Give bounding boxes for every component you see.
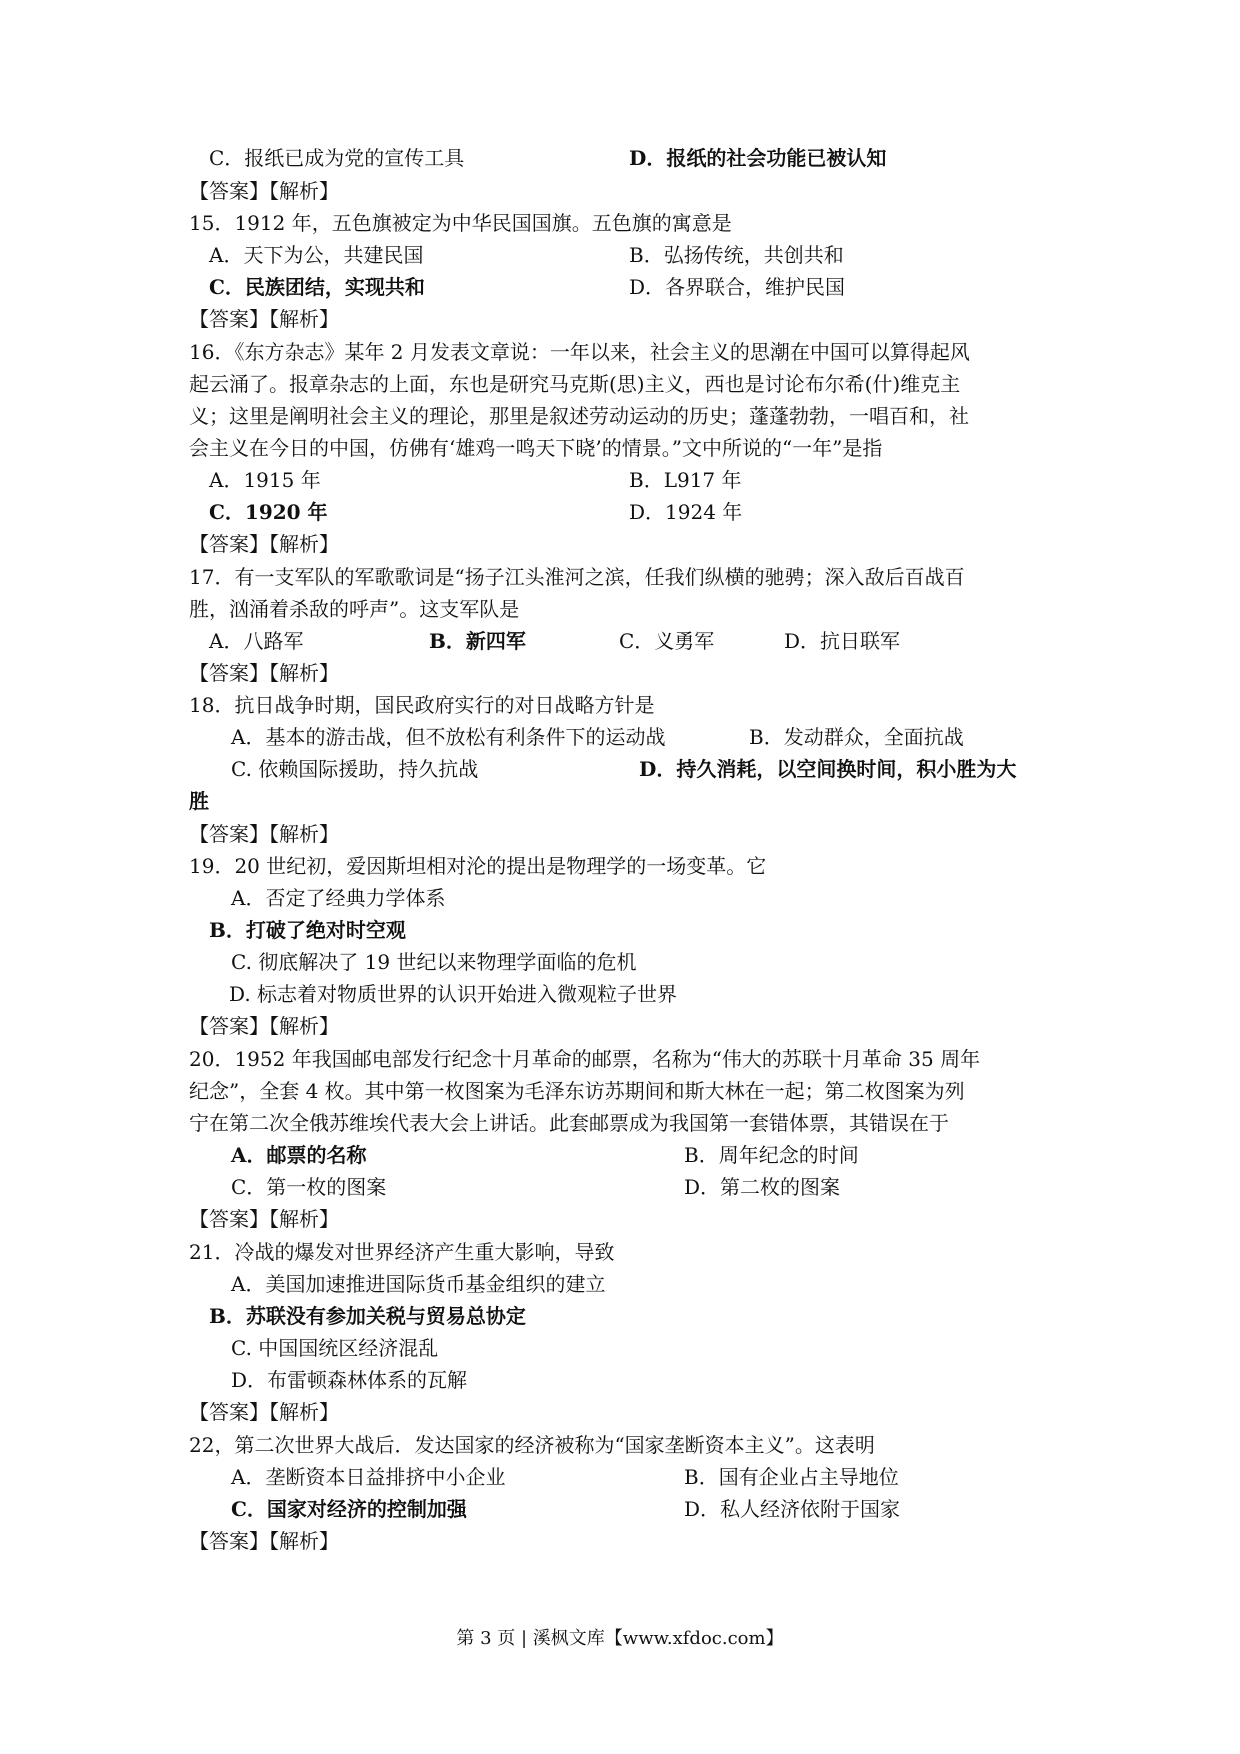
q22-option-d: D．私人经济依附于国家 xyxy=(684,1497,901,1521)
q16-option-c: C．1920 年 xyxy=(209,500,328,524)
q18-option-d-continued: 胜 xyxy=(189,789,209,813)
q20-options-ab xyxy=(189,1141,1059,1169)
q17-option-b: B．新四军 xyxy=(429,629,526,653)
q17-option-a: A．八路军 xyxy=(209,629,304,653)
q22-stem: 22，第二次世界大战后．发达国家的经济被称为“国家垄断资本主义”。这表明 xyxy=(189,1433,875,1457)
q19-option-b: B．打破了绝对时空观 xyxy=(209,918,406,942)
q18-stem: 18．抗日战争时期，国民政府实行的对日战略方针是 xyxy=(189,693,655,717)
q19-stem: 19．20 世纪初，爱因斯坦相对沦的提出是物理学的一场变革。它 xyxy=(189,854,767,878)
q16-option-d: D．1924 年 xyxy=(629,500,743,524)
q16-stem-line: 义；这里是阐明社会主义的理论，那里是叙述劳动运动的历史；蓬蓬勃勃，一唱百和，社 xyxy=(189,404,969,428)
q16-options-ab xyxy=(189,466,1059,494)
q22-option-c: C．国家对经济的控制加强 xyxy=(231,1497,467,1521)
q19-option-a: A．否定了经典力学体系 xyxy=(231,886,446,910)
q22-options-cd xyxy=(189,1495,1059,1523)
q15-option-b: B．弘扬传统，共创共和 xyxy=(629,243,844,267)
q20-option-b: B．周年纪念的时间 xyxy=(684,1143,859,1167)
q20-option-d: D．第二枚的图案 xyxy=(684,1175,841,1199)
q14-answer: 【答案】【解析】 xyxy=(189,179,339,203)
q15-answer: 【答案】【解析】 xyxy=(189,307,339,331)
q18-options-ab xyxy=(189,723,1059,751)
q16-stem-line: 会主义在今日的中国，仿佛有‘雄鸡一鸣天下晓’的情景。”文中所说的“一年”是指 xyxy=(189,436,883,460)
q18-option-d: D．持久消耗，以空间换时间，积小胜为大 xyxy=(639,757,1017,781)
q15-option-d: D．各界联合，维护民国 xyxy=(629,275,846,299)
q16-option-a: A．1915 年 xyxy=(209,468,321,492)
q17-stem-line: 17．有一支军队的军歌歌词是“扬子江头淮河之滨，任我们纵横的驰骋；深入敌后百战百 xyxy=(189,565,965,589)
q20-stem-line: 20．1952 年我国邮电部发行纪念十月革命的邮票，名称为“伟大的苏联十月革命 35 周年 xyxy=(189,1047,981,1071)
q22-option-a: A．垄断资本日益排挤中小企业 xyxy=(231,1465,506,1489)
q19-answer: 【答案】【解析】 xyxy=(189,1014,339,1038)
q16-options-cd xyxy=(189,498,1059,526)
q22-answer: 【答案】【解析】 xyxy=(189,1529,339,1553)
q21-stem: 21．冷战的爆发对世界经济产生重大影响，导致 xyxy=(189,1240,615,1264)
q20-options-cd xyxy=(189,1173,1059,1201)
q14-options-cd xyxy=(189,144,1059,172)
q19-option-c: C. 彻底解决了 19 世纪以来物理学面临的危机 xyxy=(231,950,637,974)
q15-option-c: C．民族团结，实现共和 xyxy=(209,275,425,299)
q16-stem-line: 起云涌了。报章杂志的上面，东也是研究马克斯(思)主义，西也是讨论布尔希(什)维克主 xyxy=(189,372,961,396)
q21-option-c: C. 中国国统区经济混乱 xyxy=(231,1336,439,1360)
q14-option-d: D．报纸的社会功能已被认知 xyxy=(629,146,887,170)
q19-option-d: D. 标志着对物质世界的认识开始进入微观粒子世界 xyxy=(229,982,678,1006)
page-footer: 第 3 页 | 溪枫文库【www.xfdoc.com】 xyxy=(456,1628,784,1649)
q15-option-a: A．天下为公，共建民国 xyxy=(209,243,424,267)
q21-answer: 【答案】【解析】 xyxy=(189,1400,339,1424)
q22-options-ab xyxy=(189,1463,1059,1491)
q18-answer: 【答案】【解析】 xyxy=(189,822,339,846)
q20-option-a: A．邮票的名称 xyxy=(231,1143,367,1167)
q15-options-ab xyxy=(189,241,1059,269)
q18-options-cd xyxy=(189,755,1059,783)
q22-option-b: B．国有企业占主导地位 xyxy=(684,1465,899,1489)
q16-option-b: B．L917 年 xyxy=(629,468,742,492)
q20-stem-line: 宁在第二次全俄苏维埃代表大会上讲话。此套邮票成为我国第一套错体票，其错误在于 xyxy=(189,1111,949,1135)
q20-stem-line: 纪念”，全套 4 枚。其中第一枚图案为毛泽东访苏期间和斯大林在一起；第二枚图案为列 xyxy=(189,1079,965,1103)
q20-option-c: C．第一枚的图案 xyxy=(231,1175,387,1199)
q21-option-d: D．布雷顿森林体系的瓦解 xyxy=(231,1368,468,1392)
q17-option-d: D．抗日联军 xyxy=(784,629,901,653)
q20-answer: 【答案】【解析】 xyxy=(189,1207,339,1231)
q17-option-c: C．义勇军 xyxy=(619,629,715,653)
q17-options xyxy=(189,627,1059,655)
q16-stem-line: 16．《东方杂志》某年 2 月发表文章说：一年以来，社会主义的思潮在中国可以算得起风 xyxy=(189,340,970,364)
q18-option-a: A．基本的游击战，但不放松有利条件下的运动战 xyxy=(231,725,666,749)
q21-option-b: B．苏联没有参加关税与贸易总协定 xyxy=(209,1304,526,1328)
q18-option-b: B．发动群众，全面抗战 xyxy=(749,725,964,749)
q16-answer: 【答案】【解析】 xyxy=(189,532,339,556)
q14-option-c: C．报纸已成为党的宣传工具 xyxy=(209,146,465,170)
q18-option-c: C. 依赖国际援助，持久抗战 xyxy=(231,757,479,781)
q15-options-cd xyxy=(189,273,1059,301)
q17-stem-line: 胜，汹涌着杀敌的呼声”。这支军队是 xyxy=(189,597,520,621)
q15-stem: 15．1912 年，五色旗被定为中华民国国旗。五色旗的寓意是 xyxy=(189,211,732,235)
q21-option-a: A．美国加速推进国际货币基金组织的建立 xyxy=(231,1272,606,1296)
q17-answer: 【答案】【解析】 xyxy=(189,661,339,685)
